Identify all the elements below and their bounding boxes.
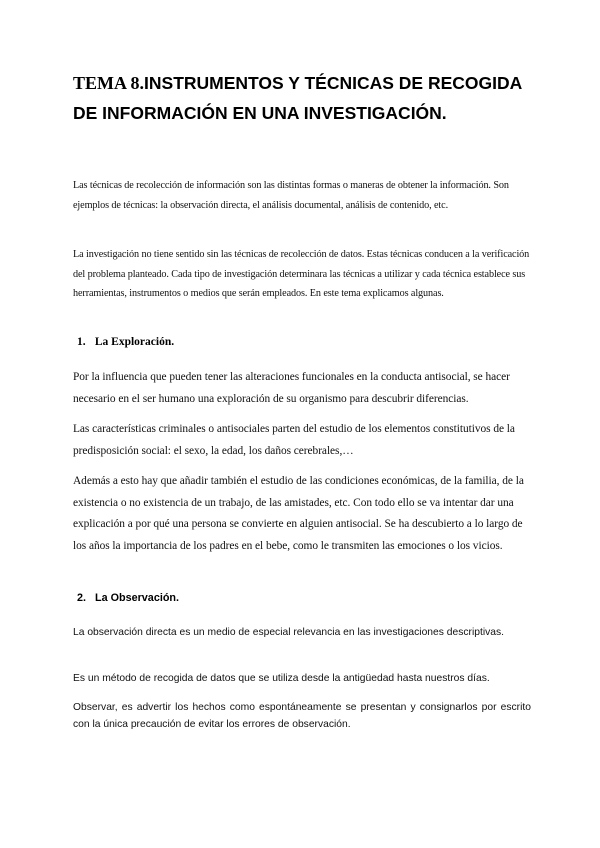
section-1-paragraph-3: Además a esto hay que añadir también el estudio de las condiciones económicas, de la familia, de la existencia o no existencia de un trabajo, de las amistades, etc. Con todo ello se va intentar dar una explicación a por qué una persona se convierte en alguien antisocial. Se ha descubierto a lo largo de los años la importancia de los padres en el bebe, como le transmiten las emociones o los vicios. — [73, 475, 524, 552]
section-1-paragraph-1: Por la influencia que pueden tener las alteraciones funcionales en la conducta antisocial, se hacer necesario en el ser humano una exploración de su organismo para descubrir diferencias. — [73, 371, 510, 405]
intro-paragraph-2: La investigación no tiene sentido sin las técnicas de recolección de datos. Estas técnicas conducen a la verificación del problema planteado. Cada tipo de investigación determinara las técnicas a utilizar y cada técnica establece sus herramientas, instrumentos o medios que serán empleados. En este tema explicamos algunas. — [73, 249, 530, 299]
section-1-paragraph-2: Las características criminales o antisociales parten del estudio de los elementos constitutivos de la predisposición social: el sexo, la edad, los daños cerebrales,… — [73, 423, 515, 457]
title-prefix: TEMA 8. — [73, 73, 145, 93]
title-main: INSTRUMENTOS Y TÉCNICAS DE RECOGIDA DE INFORMACIÓN EN UNA INVESTIGACIÓN. — [73, 73, 522, 123]
section-2-heading — [77, 592, 179, 604]
page-title — [73, 68, 533, 128]
section-2-paragraph-3: Observar, es advertir los hechos como espontáneamente se presentan y consignarlos por escrito con la única precaución de evitar los errores de observación. — [73, 702, 531, 730]
section-2-number: 2. — [77, 592, 87, 604]
section-2-title: La Observación. — [95, 592, 180, 604]
section-1-title: La Exploración. — [94, 336, 175, 348]
section-1-number: 1. — [77, 336, 86, 348]
section-1-heading — [77, 336, 174, 348]
section-2-paragraph-1: La observación directa es un medio de especial relevancia en las investigaciones descriptivas. — [73, 627, 504, 638]
intro-paragraph-1: Las técnicas de recolección de información son las distintas formas o maneras de obtener la información. Son ejemplos de técnicas: la observación directa, el análisis documental, análisis de contenido, etc. — [73, 180, 509, 211]
section-2-paragraph-2: Es un método de recogida de datos que se utiliza desde la antigüedad hasta nuestros días. — [73, 673, 490, 684]
